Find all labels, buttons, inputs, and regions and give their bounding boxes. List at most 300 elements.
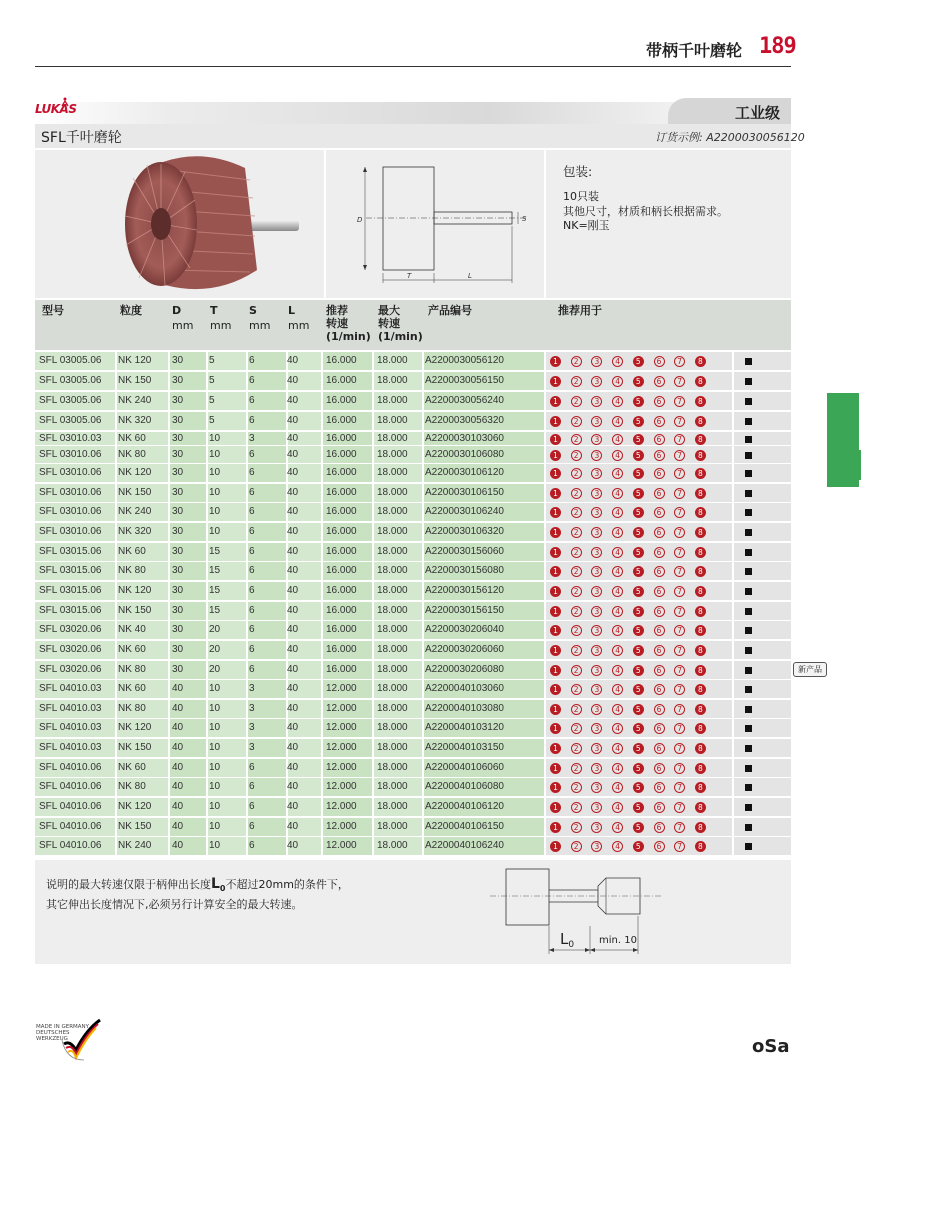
osa-certification-mark: oSa <box>752 1036 790 1057</box>
application-4-icon: 4 <box>612 416 623 427</box>
cell-grit: NK 120 <box>118 355 152 366</box>
packing-title: 包装: <box>563 164 593 179</box>
application-2-icon: 2 <box>571 704 582 715</box>
application-7-icon: 7 <box>674 376 685 387</box>
availability-square-icon <box>745 358 752 365</box>
cell-grit: NK 240 <box>118 506 152 518</box>
application-8-icon: 8 <box>695 586 706 597</box>
cell-t: 10 <box>209 781 221 793</box>
application-3-icon: 3 <box>591 763 602 774</box>
cell-t: 10 <box>209 449 221 460</box>
cell-t: 20 <box>209 643 221 655</box>
application-8-icon: 8 <box>695 684 706 695</box>
application-4-icon: 4 <box>612 527 623 538</box>
cell-rec-speed: 12.000 <box>326 742 357 754</box>
application-8-icon: 8 <box>695 723 706 734</box>
cell-t: 10 <box>209 506 221 518</box>
application-6-icon: 6 <box>654 527 665 538</box>
cell-s: 6 <box>249 781 255 793</box>
application-8-icon: 8 <box>695 645 706 656</box>
application-8-icon: 8 <box>695 356 706 367</box>
application-2-icon: 2 <box>571 802 582 813</box>
cell-rec-speed: 16.000 <box>326 449 357 460</box>
cell-d: 40 <box>172 840 184 852</box>
cell-rec-speed: 16.000 <box>326 433 357 444</box>
cell-model: SFL 03015.06 <box>39 604 102 616</box>
cell-t: 5 <box>209 415 215 426</box>
application-5-icon: 5 <box>633 665 644 676</box>
cell-d: 40 <box>172 761 184 773</box>
availability-square-icon <box>745 765 752 772</box>
cell-rec-speed: 16.000 <box>326 624 357 636</box>
cell-max-speed: 18.000 <box>377 467 408 478</box>
cell-max-speed: 18.000 <box>377 624 408 636</box>
row-cell-background <box>734 798 791 816</box>
dim-t-label: T <box>407 272 412 280</box>
cell-code: A2200040103150 <box>425 742 504 754</box>
application-1-icon: 1 <box>550 356 561 367</box>
application-6-icon: 6 <box>654 396 665 407</box>
application-6-icon: 6 <box>654 434 665 445</box>
application-7-icon: 7 <box>674 527 685 538</box>
application-8-icon: 8 <box>695 527 706 538</box>
cell-l: 40 <box>287 840 299 852</box>
row-cell-background <box>734 392 791 410</box>
application-5-icon: 5 <box>633 743 644 754</box>
application-7-icon: 7 <box>674 468 685 479</box>
availability-square-icon <box>745 627 752 634</box>
col-d-header: D mm <box>172 304 194 332</box>
application-6-icon: 6 <box>654 743 665 754</box>
cell-s: 6 <box>249 467 255 478</box>
availability-square-icon <box>745 418 752 425</box>
cell-d: 30 <box>172 663 184 675</box>
application-4-icon: 4 <box>612 606 623 617</box>
availability-square-icon <box>745 436 752 443</box>
application-5-icon: 5 <box>633 356 644 367</box>
application-2-icon: 2 <box>571 665 582 676</box>
application-4-icon: 4 <box>612 356 623 367</box>
cell-code: A2200040106080 <box>425 781 504 793</box>
application-5-icon: 5 <box>633 488 644 499</box>
cell-code: A2200030103060 <box>425 433 504 444</box>
cell-d: 30 <box>172 449 184 460</box>
cell-max-speed: 18.000 <box>377 525 408 537</box>
cell-max-speed: 18.000 <box>377 702 408 714</box>
availability-square-icon <box>745 647 752 654</box>
cell-code: A2200030056320 <box>425 415 504 426</box>
application-5-icon: 5 <box>633 625 644 636</box>
cell-max-speed: 18.000 <box>377 486 408 498</box>
application-4-icon: 4 <box>612 586 623 597</box>
cell-t: 20 <box>209 624 221 636</box>
application-3-icon: 3 <box>591 586 602 597</box>
application-5-icon: 5 <box>633 468 644 479</box>
cell-rec-speed: 16.000 <box>326 506 357 518</box>
cell-code: A2200030206080 <box>425 663 504 675</box>
cell-model: SFL 03010.06 <box>39 525 102 537</box>
cell-d: 30 <box>172 486 184 498</box>
dim-d-label: D <box>357 216 363 224</box>
cell-max-speed: 18.000 <box>377 506 408 518</box>
cell-t: 15 <box>209 604 221 616</box>
application-3-icon: 3 <box>591 665 602 676</box>
application-1-icon: 1 <box>550 586 561 597</box>
row-cell-background <box>734 680 791 698</box>
cell-l: 40 <box>287 584 299 596</box>
cell-t: 10 <box>209 722 221 734</box>
application-2-icon: 2 <box>571 488 582 499</box>
application-2-icon: 2 <box>571 822 582 833</box>
application-7-icon: 7 <box>674 356 685 367</box>
application-8-icon: 8 <box>695 782 706 793</box>
cell-max-speed: 18.000 <box>377 433 408 444</box>
row-cell-background <box>734 621 791 639</box>
application-8-icon: 8 <box>695 396 706 407</box>
cell-grit: NK 60 <box>118 643 146 655</box>
dim-min-label: min. 10 <box>599 935 637 946</box>
cell-max-speed: 18.000 <box>377 565 408 577</box>
application-7-icon: 7 <box>674 488 685 499</box>
cell-max-speed: 18.000 <box>377 449 408 460</box>
application-3-icon: 3 <box>591 356 602 367</box>
cell-model: SFL 04010.06 <box>39 840 102 852</box>
cell-l: 40 <box>287 643 299 655</box>
cell-l: 40 <box>287 506 299 518</box>
cell-model: SFL 03010.06 <box>39 506 102 518</box>
cell-t: 10 <box>209 761 221 773</box>
cell-d: 30 <box>172 415 184 426</box>
cell-model: SFL 04010.03 <box>39 742 102 754</box>
cell-max-speed: 18.000 <box>377 375 408 386</box>
row-cell-background <box>734 778 791 796</box>
application-6-icon: 6 <box>654 645 665 656</box>
cell-l: 40 <box>287 486 299 498</box>
product-photo-panel <box>35 150 324 298</box>
application-3-icon: 3 <box>591 606 602 617</box>
cell-grit: NK 80 <box>118 449 146 460</box>
application-5-icon: 5 <box>633 802 644 813</box>
application-7-icon: 7 <box>674 684 685 695</box>
cell-t: 15 <box>209 545 221 557</box>
cell-grit: NK 240 <box>118 840 152 852</box>
application-2-icon: 2 <box>571 743 582 754</box>
application-7-icon: 7 <box>674 841 685 852</box>
application-4-icon: 4 <box>612 743 623 754</box>
application-4-icon: 4 <box>612 396 623 407</box>
cell-s: 6 <box>249 525 255 537</box>
cell-rec-speed: 16.000 <box>326 584 357 596</box>
cell-t: 20 <box>209 663 221 675</box>
application-2-icon: 2 <box>571 527 582 538</box>
cell-model: SFL 03015.06 <box>39 584 102 596</box>
cell-rec-speed: 12.000 <box>326 702 357 714</box>
application-1-icon: 1 <box>550 841 561 852</box>
cell-rec-speed: 16.000 <box>326 486 357 498</box>
cell-code: A2200030106320 <box>425 525 504 537</box>
application-6-icon: 6 <box>654 802 665 813</box>
application-4-icon: 4 <box>612 507 623 518</box>
row-cell-background <box>734 837 791 855</box>
application-7-icon: 7 <box>674 743 685 754</box>
made-in-germany-logo: MADE IN GERMANY DEUTSCHES WERKZEUG <box>36 1024 89 1042</box>
cell-code: A2200030106080 <box>425 449 504 460</box>
application-3-icon: 3 <box>591 841 602 852</box>
cell-model: SFL 04010.06 <box>39 781 102 793</box>
grade-label: 工业级 <box>735 104 781 122</box>
application-5-icon: 5 <box>633 606 644 617</box>
application-6-icon: 6 <box>654 376 665 387</box>
application-8-icon: 8 <box>695 547 706 558</box>
cell-code: A2200030106120 <box>425 467 504 478</box>
application-3-icon: 3 <box>591 547 602 558</box>
cell-rec-speed: 12.000 <box>326 761 357 773</box>
application-4-icon: 4 <box>612 782 623 793</box>
application-6-icon: 6 <box>654 782 665 793</box>
cell-s: 6 <box>249 624 255 636</box>
application-4-icon: 4 <box>612 645 623 656</box>
application-1-icon: 1 <box>550 665 561 676</box>
cell-d: 30 <box>172 467 184 478</box>
application-4-icon: 4 <box>612 376 623 387</box>
application-7-icon: 7 <box>674 802 685 813</box>
cell-grit: NK 120 <box>118 584 152 596</box>
application-8-icon: 8 <box>695 450 706 461</box>
application-5-icon: 5 <box>633 527 644 538</box>
cell-d: 30 <box>172 506 184 518</box>
cell-d: 30 <box>172 355 184 366</box>
application-3-icon: 3 <box>591 527 602 538</box>
application-1-icon: 1 <box>550 723 561 734</box>
application-2-icon: 2 <box>571 763 582 774</box>
application-8-icon: 8 <box>695 434 706 445</box>
application-4-icon: 4 <box>612 763 623 774</box>
packing-line: NK=刚玉 <box>563 219 610 232</box>
cell-grit: NK 150 <box>118 375 152 386</box>
cell-code: A2200040103060 <box>425 683 504 695</box>
application-1-icon: 1 <box>550 645 561 656</box>
application-4-icon: 4 <box>612 625 623 636</box>
cell-rec-speed: 16.000 <box>326 467 357 478</box>
application-7-icon: 7 <box>674 822 685 833</box>
availability-square-icon <box>745 490 752 497</box>
col-rec-speed-header: 推荐 转速 (1/min) <box>326 304 371 343</box>
cell-code: A2200030206060 <box>425 643 504 655</box>
application-7-icon: 7 <box>674 547 685 558</box>
cell-grit: NK 150 <box>118 604 152 616</box>
application-8-icon: 8 <box>695 468 706 479</box>
cell-l: 40 <box>287 604 299 616</box>
cell-rec-speed: 16.000 <box>326 395 357 406</box>
row-cell-background <box>734 412 791 430</box>
application-2-icon: 2 <box>571 645 582 656</box>
cell-t: 5 <box>209 395 215 406</box>
application-3-icon: 3 <box>591 782 602 793</box>
cell-l: 40 <box>287 761 299 773</box>
application-4-icon: 4 <box>612 723 623 734</box>
cell-l: 40 <box>287 663 299 675</box>
application-3-icon: 3 <box>591 468 602 479</box>
cell-s: 3 <box>249 702 255 714</box>
application-5-icon: 5 <box>633 416 644 427</box>
application-1-icon: 1 <box>550 468 561 479</box>
application-7-icon: 7 <box>674 782 685 793</box>
flap-wheel-photo <box>35 150 324 298</box>
application-1-icon: 1 <box>550 684 561 695</box>
cell-s: 6 <box>249 449 255 460</box>
cell-rec-speed: 16.000 <box>326 663 357 675</box>
availability-square-icon <box>745 529 752 536</box>
cell-model: SFL 04010.06 <box>39 820 102 832</box>
application-8-icon: 8 <box>695 665 706 676</box>
cell-l: 40 <box>287 525 299 537</box>
cell-code: A2200030156120 <box>425 584 504 596</box>
section-side-tab-stripe <box>859 450 861 480</box>
cell-t: 10 <box>209 801 221 813</box>
dim-s-label: S <box>522 215 527 223</box>
availability-square-icon <box>745 667 752 674</box>
cell-max-speed: 18.000 <box>377 683 408 695</box>
cell-l: 40 <box>287 781 299 793</box>
application-2-icon: 2 <box>571 507 582 518</box>
cell-code: A2200040103120 <box>425 722 504 734</box>
application-5-icon: 5 <box>633 763 644 774</box>
cell-model: SFL 03015.06 <box>39 545 102 557</box>
application-1-icon: 1 <box>550 416 561 427</box>
application-6-icon: 6 <box>654 547 665 558</box>
application-2-icon: 2 <box>571 606 582 617</box>
application-6-icon: 6 <box>654 606 665 617</box>
application-5-icon: 5 <box>633 684 644 695</box>
cell-t: 5 <box>209 375 215 386</box>
cell-d: 30 <box>172 433 184 444</box>
cell-rec-speed: 16.000 <box>326 415 357 426</box>
row-cell-background <box>734 739 791 757</box>
availability-square-icon <box>745 804 752 811</box>
cell-d: 30 <box>172 545 184 557</box>
application-1-icon: 1 <box>550 822 561 833</box>
application-3-icon: 3 <box>591 566 602 577</box>
cell-max-speed: 18.000 <box>377 395 408 406</box>
application-2-icon: 2 <box>571 547 582 558</box>
cell-model: SFL 04010.06 <box>39 761 102 773</box>
cell-s: 3 <box>249 433 255 444</box>
row-cell-background <box>734 661 791 679</box>
application-6-icon: 6 <box>654 704 665 715</box>
application-8-icon: 8 <box>695 416 706 427</box>
packing-line: 10只装 <box>563 190 599 203</box>
availability-square-icon <box>745 824 752 831</box>
cell-rec-speed: 16.000 <box>326 565 357 577</box>
application-2-icon: 2 <box>571 586 582 597</box>
availability-square-icon <box>745 509 752 516</box>
application-1-icon: 1 <box>550 782 561 793</box>
cell-grit: NK 60 <box>118 761 146 773</box>
application-4-icon: 4 <box>612 450 623 461</box>
application-6-icon: 6 <box>654 416 665 427</box>
cell-model: SFL 04010.03 <box>39 722 102 734</box>
availability-square-icon <box>745 549 752 556</box>
cell-rec-speed: 12.000 <box>326 820 357 832</box>
cell-l: 40 <box>287 395 299 406</box>
application-7-icon: 7 <box>674 416 685 427</box>
cell-grit: NK 80 <box>118 565 146 577</box>
application-2-icon: 2 <box>571 468 582 479</box>
application-8-icon: 8 <box>695 743 706 754</box>
application-3-icon: 3 <box>591 802 602 813</box>
page-header-title: 带柄千叶磨轮 <box>646 41 743 60</box>
cell-l: 40 <box>287 801 299 813</box>
application-4-icon: 4 <box>612 434 623 445</box>
cell-max-speed: 18.000 <box>377 742 408 754</box>
cell-s: 3 <box>249 683 255 695</box>
application-4-icon: 4 <box>612 684 623 695</box>
cell-l: 40 <box>287 545 299 557</box>
cell-t: 10 <box>209 683 221 695</box>
availability-square-icon <box>745 588 752 595</box>
cell-code: A2200030106150 <box>425 486 504 498</box>
application-6-icon: 6 <box>654 586 665 597</box>
application-7-icon: 7 <box>674 434 685 445</box>
application-3-icon: 3 <box>591 723 602 734</box>
cell-max-speed: 18.000 <box>377 820 408 832</box>
cell-max-speed: 18.000 <box>377 415 408 426</box>
col-t-header: T mm <box>210 304 232 332</box>
cell-l: 40 <box>287 449 299 460</box>
cell-l: 40 <box>287 415 299 426</box>
application-6-icon: 6 <box>654 468 665 479</box>
cell-code: A2200030156150 <box>425 604 504 616</box>
application-6-icon: 6 <box>654 841 665 852</box>
application-4-icon: 4 <box>612 822 623 833</box>
cell-s: 6 <box>249 584 255 596</box>
cell-model: SFL 03005.06 <box>39 395 102 406</box>
cell-rec-speed: 16.000 <box>326 355 357 366</box>
application-8-icon: 8 <box>695 606 706 617</box>
application-7-icon: 7 <box>674 566 685 577</box>
application-2-icon: 2 <box>571 396 582 407</box>
cell-s: 6 <box>249 663 255 675</box>
application-4-icon: 4 <box>612 547 623 558</box>
row-cell-background <box>734 523 791 541</box>
cell-d: 40 <box>172 801 184 813</box>
row-cell-background <box>734 464 791 482</box>
cell-grit: NK 60 <box>118 433 146 444</box>
application-7-icon: 7 <box>674 665 685 676</box>
application-1-icon: 1 <box>550 527 561 538</box>
application-2-icon: 2 <box>571 625 582 636</box>
application-1-icon: 1 <box>550 396 561 407</box>
application-2-icon: 2 <box>571 356 582 367</box>
application-4-icon: 4 <box>612 566 623 577</box>
cell-grit: NK 120 <box>118 467 152 478</box>
page-number: 189 <box>759 34 796 59</box>
application-1-icon: 1 <box>550 488 561 499</box>
cell-t: 15 <box>209 565 221 577</box>
application-2-icon: 2 <box>571 416 582 427</box>
cell-code: A2200030156060 <box>425 545 504 557</box>
application-7-icon: 7 <box>674 450 685 461</box>
cell-grit: NK 150 <box>118 486 152 498</box>
application-2-icon: 2 <box>571 782 582 793</box>
row-cell-background <box>734 818 791 836</box>
application-5-icon: 5 <box>633 723 644 734</box>
cell-max-speed: 18.000 <box>377 545 408 557</box>
cell-s: 6 <box>249 604 255 616</box>
application-7-icon: 7 <box>674 645 685 656</box>
cell-grit: NK 240 <box>118 395 152 406</box>
cell-s: 6 <box>249 565 255 577</box>
